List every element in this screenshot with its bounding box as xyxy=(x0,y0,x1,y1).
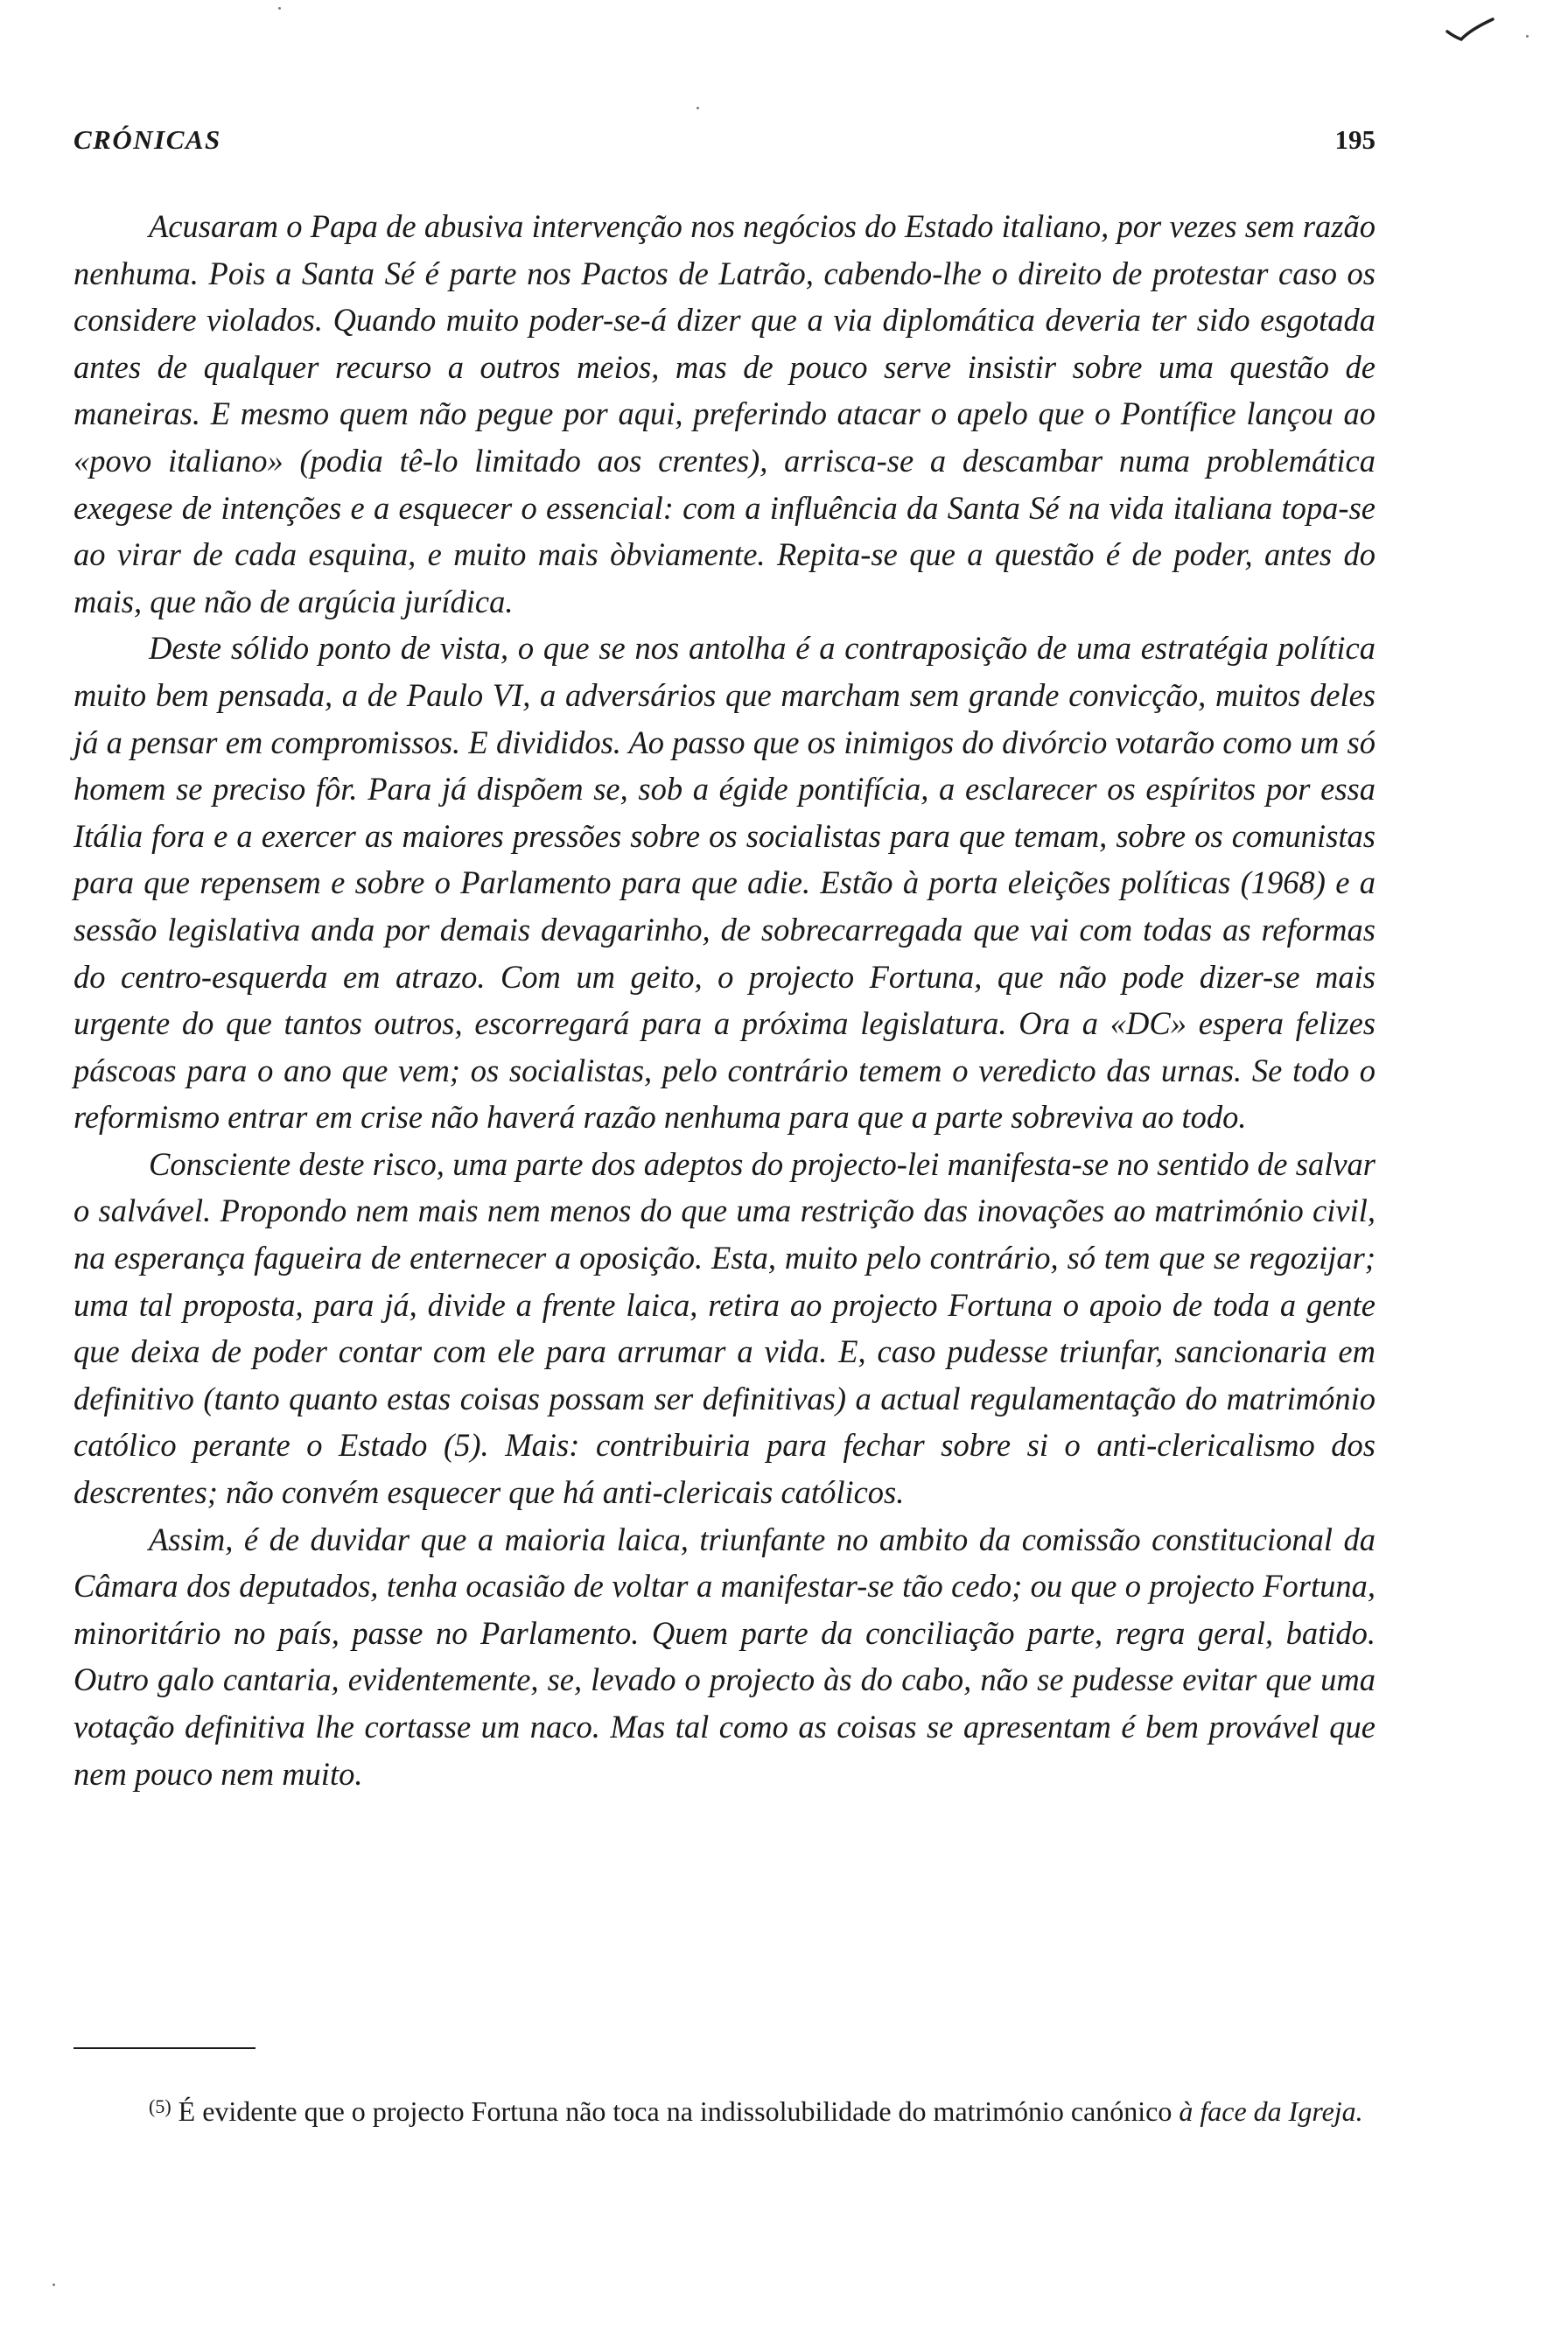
paragraph: Assim, é de duvidar que a maioria laica, triunfante no ambito da comissão constitucional da Câmara dos deputados, tenha ocasião de voltar a manifestar-se tão cedo; ou que o projecto Fortuna, minoritário no país, passe no Parlamento. Quem parte da conciliação parte, regra geral, batido. Outro galo cantaria, evidentemente, se, levado o projecto às do cabo, não se pudesse evitar que uma votação definitiva lhe cortasse um naco. Mas tal como as coisas se apresentam é bem provável que nem pouco nem muito. xyxy=(74,1521,1376,1792)
footnote-marker: (5) xyxy=(149,2095,172,2117)
paragraph: Consciente deste risco, uma parte dos adeptos do projecto-lei manifesta-se no sentido de salvar o salvável. Propondo nem mais nem menos do que uma restrição das inovações ao matrimónio civil, na esperança fagueira de enternecer a oposição. Esta, muito pelo contrário, só tem que se regozijar; uma tal proposta, para já, divide a frente laica, retira ao projecto Fortuna o apoio de toda a gente que deixa de poder contar com ele para arrumar a vida. E, caso pudesse triunfar, sancionaria em definitivo (tanto quanto estas coisas possam ser definitivas) a actual regulamentação do matrimónio católico perante o Estado (5). Mais: contribuiria para fechar sobre si o anti-clericalismo dos descrentes; não convém esquecer que há anti-clericais católicos. xyxy=(74,1145,1376,1511)
running-title: CRÓNICAS xyxy=(74,124,221,155)
footnote-italic-text: à face da Igreja. xyxy=(1179,2095,1363,2127)
page-number: 195 xyxy=(1334,124,1376,155)
article-body xyxy=(74,203,1376,1797)
handwritten-check-mark xyxy=(1442,16,1503,51)
footnote-text: É evidente que o projecto Fortuna não toca na indissolubilidade do matrimónio canónico xyxy=(178,2095,1172,2127)
footnote xyxy=(74,2088,1376,2130)
footnote-rule xyxy=(74,2047,256,2049)
scan-speck xyxy=(696,107,699,109)
scan-speck xyxy=(52,2284,55,2286)
scan-speck xyxy=(278,7,281,10)
paragraph: Acusaram o Papa de abusiva intervenção nos negócios do Estado italiano, por vezes sem razão nenhuma. Pois a Santa Sé é parte nos Pactos de Latrão, cabendo-lhe o direito de protestar caso os considere violados. Quando muito poder-se-á dizer que a via diplomática deveria ter sido esgotada antes de qualquer recurso a outros meios, mas de pouco serve insistir sobre uma questão de maneiras. E mesmo quem não pegue por aqui, preferindo atacar o apelo que o Pontífice lançou ao «povo italiano» (podia tê-lo limitado aos crentes), arrisca-se a descambar numa problemática exegese de intenções e a esquecer o essencial: com a influência da Santa Sé na vida italiana topa-se ao virar de cada esquina, e muito mais òbviamente. Repita-se que a questão é de poder, antes do mais, que não de argúcia jurídica. xyxy=(74,208,1376,619)
running-head xyxy=(74,124,1376,164)
scan-speck xyxy=(1526,35,1529,38)
paragraph: Deste sólido ponto de vista, o que se nos antolha é a contraposição de uma estratégia política muito bem pensada, a de Paulo VI, a adversários que marcham sem grande convicção, muitos deles já a pensar em compromissos. E divididos. Ao passo que os inimigos do divórcio votarão como um só homem se preciso fôr. Para já dispõem se, sob a égide pontifícia, a esclarecer os espíritos por essa Itália fora e a exercer as maiores pressões sobre os socialistas para que temam, sobre os comunistas para que repensem e sobre o Parlamento para que adie. Estão à porta eleições políticas (1968) e a sessão legislativa anda por demais devagarinho, de sobrecarregada que vai com todas as reformas do centro-esquerda em atrazo. Com um geito, o projecto Fortuna, que não pode dizer-se mais urgente do que tantos outros, escorregará para a próxima legislatura. Ora a «DC» espera felizes páscoas para o ano que vem; os socialistas, pelo contrário temem o veredicto das urnas. Se todo o reformismo entrar em crise não haverá razão nenhuma para que a parte sobreviva ao todo. xyxy=(74,630,1376,1136)
